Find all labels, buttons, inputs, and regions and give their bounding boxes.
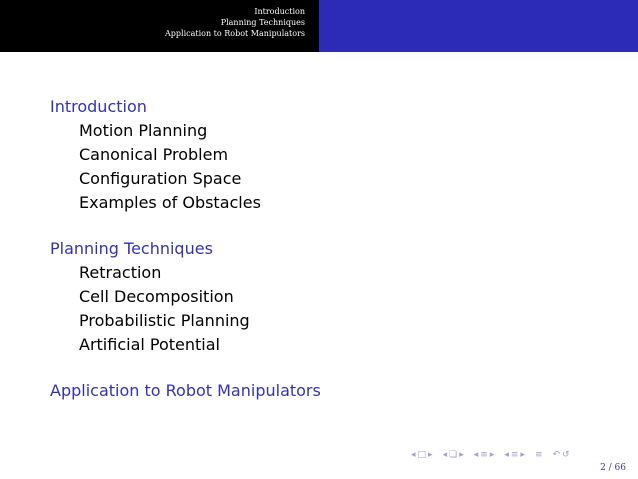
nav-prev-doc-icon[interactable]: ◂ bbox=[504, 450, 509, 460]
nav-subsection-icon[interactable]: ❏ bbox=[449, 450, 458, 460]
toc-section-planning-techniques[interactable]: Planning Techniques bbox=[50, 239, 213, 258]
toc-subsection-canonical-problem[interactable]: Canonical Problem bbox=[79, 145, 229, 164]
nav-frame-group bbox=[411, 448, 435, 462]
nav-back-forward-group bbox=[552, 448, 571, 462]
nav-next-frame-icon[interactable]: ▸ bbox=[428, 450, 433, 460]
nav-prev-section-icon[interactable]: ◂ bbox=[473, 450, 479, 460]
nav-next-doc-icon[interactable]: ▸ bbox=[520, 450, 525, 460]
toc-subsection-artificial-potential[interactable]: Artificial Potential bbox=[79, 335, 220, 354]
toc-spacer bbox=[50, 215, 610, 237]
toc-subsection-retraction[interactable]: Retraction bbox=[79, 263, 162, 282]
nav-appendix-group bbox=[535, 448, 545, 462]
nav-appendix-icon[interactable]: ≡ bbox=[534, 450, 543, 460]
table-of-contents bbox=[50, 95, 610, 403]
nav-frame-icon[interactable]: □ bbox=[417, 450, 427, 460]
headline-bar bbox=[0, 0, 638, 52]
toc-section-introduction[interactable]: Introduction bbox=[50, 97, 147, 116]
beamer-navigation-symbols bbox=[411, 448, 580, 462]
toc-subsection-examples-of-obstacles[interactable]: Examples of Obstacles bbox=[79, 193, 261, 212]
nav-back-icon[interactable]: ↶ bbox=[552, 450, 561, 460]
page-number: 2 / 66 bbox=[600, 463, 626, 473]
toc-subsection-cell-decomposition[interactable]: Cell Decomposition bbox=[79, 287, 234, 306]
headline-left-panel bbox=[0, 0, 319, 52]
nav-document-group bbox=[504, 448, 527, 462]
section-navigation bbox=[165, 6, 305, 39]
nav-section-group bbox=[474, 448, 497, 462]
toc-subsection-probabilistic-planning[interactable]: Probabilistic Planning bbox=[79, 311, 250, 330]
nav-search-icon[interactable]: ↺ bbox=[562, 450, 570, 460]
nav-prev-frame-icon[interactable]: ◂ bbox=[411, 450, 416, 460]
toc-subsection-configuration-space[interactable]: Configuration Space bbox=[79, 169, 242, 188]
nav-section-icon[interactable]: ≡ bbox=[480, 450, 488, 460]
headline-right-panel bbox=[319, 0, 638, 52]
nav-subsection-group bbox=[443, 448, 466, 462]
headline-section-link-introduction[interactable]: Introduction bbox=[254, 7, 305, 16]
nav-document-icon[interactable]: ≡ bbox=[510, 450, 519, 460]
nav-prev-subsection-icon[interactable]: ◂ bbox=[442, 450, 448, 460]
toc-subsection-motion-planning[interactable]: Motion Planning bbox=[79, 121, 208, 140]
headline-section-link-planning-techniques[interactable]: Planning Techniques bbox=[220, 18, 305, 27]
toc-section-application-to-robot-manipulators[interactable]: Application to Robot Manipulators bbox=[50, 381, 321, 400]
toc-spacer bbox=[50, 357, 610, 379]
nav-next-subsection-icon[interactable]: ▸ bbox=[459, 450, 464, 460]
nav-next-section-icon[interactable]: ▸ bbox=[489, 450, 495, 460]
headline-section-link-application[interactable]: Application to Robot Manipulators bbox=[164, 29, 305, 38]
